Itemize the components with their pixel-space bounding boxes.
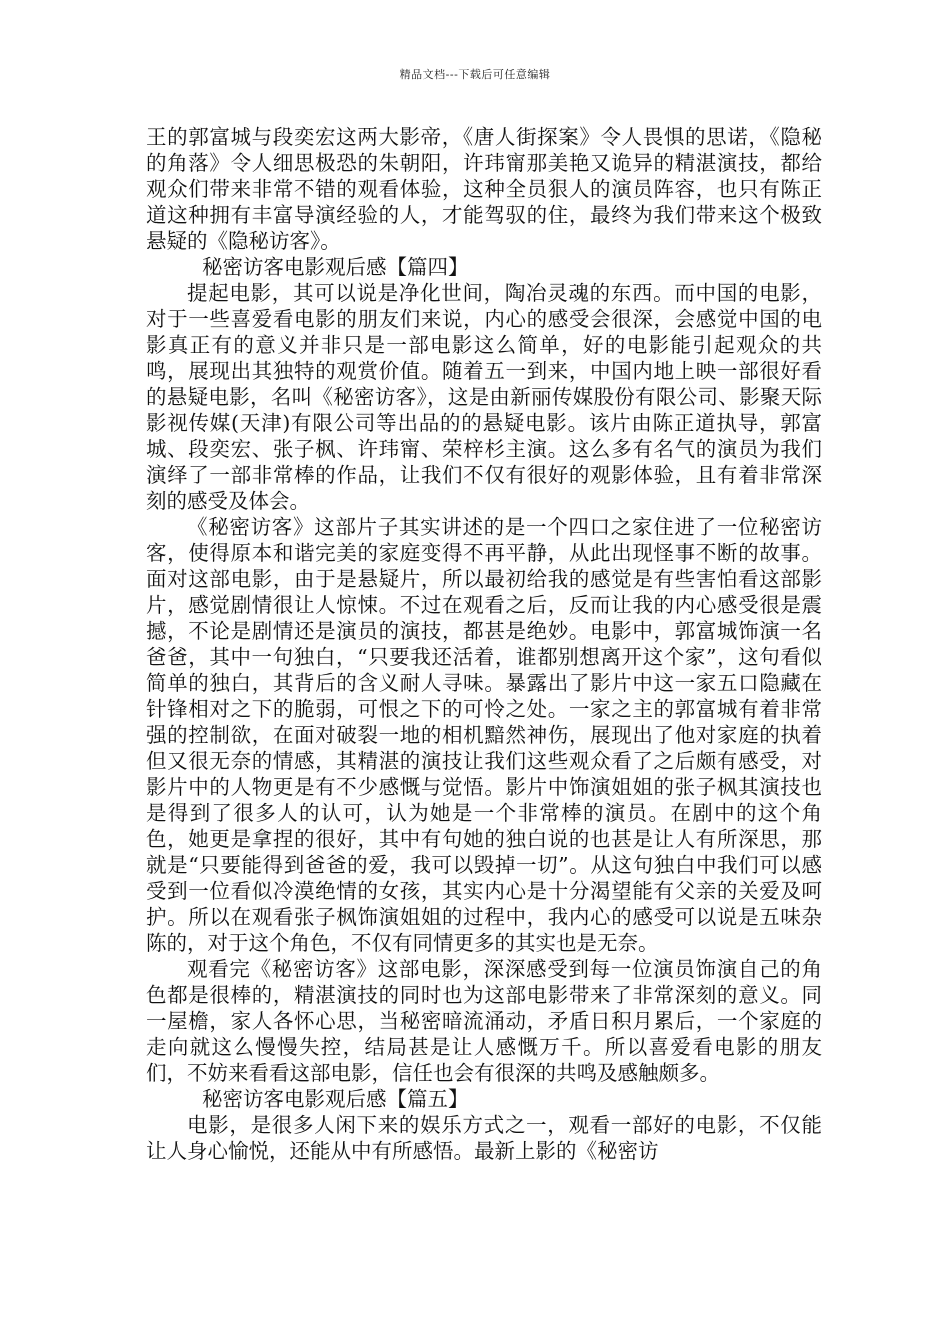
section-heading-part-four: 秘密访客电影观后感【篇四】 <box>202 255 469 279</box>
paragraph-continuation: 王的郭富城与段奕宏这两大影帝，《唐人街探案》令人畏惧的思诺，《隐秘的角落》令人细思极恐的朱朝阳，许玮甯那美艳又诡异的精湛演技，都给观众们带来非常不错的观看体验，这种全员狠人的演员阵容，也只有陈正道这种拥有丰富导演经验的人，才能驾驭的住，最终为我们带来这个极致悬疑的《隐秘访客》。 <box>146 125 822 253</box>
paragraph: 观看完《秘密访客》这部电影，深深感受到每一位演员饰演自己的角色都是很棒的，精湛演技的同时也为这部电影带来了非常深刻的意义。同一屋檐，家人各怀心思，当秘密暗流涌动，矛盾日积月累后，一个家庭的走向就这么慢慢失控，结局甚是让人感慨万千。所以喜爱看电影的朋友们，不妨来看看这部电影，信任也会有很深的共鸣及感触颇多。 <box>146 957 822 1085</box>
document-body <box>146 124 822 1164</box>
paragraph: 提起电影，其可以说是净化世间，陶冶灵魂的东西。而中国的电影，对于一些喜爱看电影的朋友们来说，内心的感受会很深，会感觉中国的电影真正有的意义并非只是一部电影这么简单，好的电影能引起观众的共鸣，展现出其独特的观赏价值。随着五一到来，中国内地上映一部很好看的悬疑电影，名叫《秘密访客》，这是由新丽传媒股份有限公司、影聚天际影视传媒(天津)有限公司等出品的的悬疑电影。该片由陈正道执导，郭富城、段奕宏、张子枫、许玮甯、荣梓杉主演。这么多有名气的演员为我们演绎了一部非常棒的作品，让我们不仅有很好的观影体验，且有着非常深刻的感受及体会。 <box>146 281 822 513</box>
paragraph: 《秘密访客》这部片子其实讲述的是一个四口之家住进了一位秘密访客，使得原本和谐完美的家庭变得不再平静，从此出现怪事不断的故事。面对这部电影，由于是悬疑片，所以最初给我的感觉是有些害怕看这部影片，感觉剧情很让人惊悚。不过在观看之后，反而让我的内心感受很是震撼，不论是剧情还是演员的演技，都甚是绝妙。电影中，郭富城饰演一名爸爸，其中一句独白，“只要我还活着，谁都别想离开这个家”，这句看似简单的独白，其背后的含义耐人寻味。暴露出了影片中这一家五口隐藏在针锋相对之下的脆弱，可恨之下的可怜之处。一家之主的郭富城有着非常强的控制欲，在面对破裂一地的相机黯然神伤，展现出了他对家庭的执着但又很无奈的情感，其精湛的演技让我们这些观众看了之后颇有感受，对影片中的人物更是有不少感慨与觉悟。影片中饰演姐姐的张子枫其演技也是得到了很多人的认可，认为她是一个非常棒的演员。在剧中的这个角色，她更是拿捏的很好，其中有句她的独白说的也甚是让人有所深思，那就是“只要能得到爸爸的爱，我可以毁掉一切”。从这句独白中我们可以感受到一位看似冷漠绝情的女孩，其实内心是十分渴望能有父亲的关爱及呵护。所以在观看张子枫饰演姐姐的过程中，我内心的感受可以说是五味杂陈的，对于这个角色，不仅有同情更多的其实也是无奈。 <box>146 515 822 955</box>
page-header: 精品文档---下载后可任意编辑 <box>399 68 551 81</box>
paragraph: 电影，是很多人闲下来的娱乐方式之一，观看一部好的电影，不仅能让人身心愉悦，还能从中有所感悟。最新上影的《秘密访 <box>146 1113 822 1163</box>
section-heading-part-five: 秘密访客电影观后感【篇五】 <box>202 1087 469 1111</box>
